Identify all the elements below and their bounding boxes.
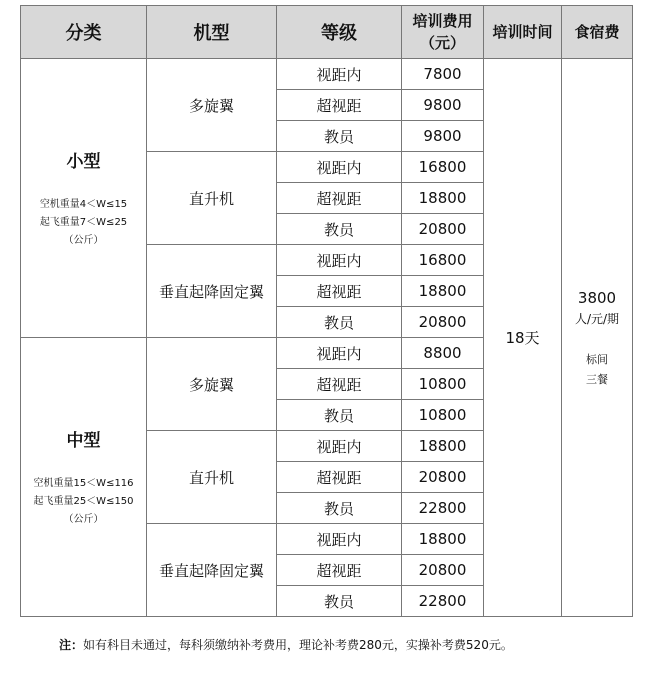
fee-cell: 22800 <box>402 586 484 617</box>
fee-cell: 20800 <box>402 462 484 493</box>
level-cell: 教员 <box>277 493 402 524</box>
header-model: 机型 <box>147 6 277 59</box>
category-cell <box>21 59 147 338</box>
header-duration: 培训时间 <box>484 6 562 59</box>
level-cell: 教员 <box>277 307 402 338</box>
fee-cell: 10800 <box>402 369 484 400</box>
header-fee <box>402 6 484 59</box>
aircraft-type-cell: 垂直起降固定翼 <box>147 524 277 617</box>
level-cell: 超视距 <box>277 90 402 121</box>
aircraft-type-cell: 多旋翼 <box>147 338 277 431</box>
category-weight-line: 空机重量15＜W≤116 <box>33 477 134 489</box>
level-cell: 超视距 <box>277 555 402 586</box>
level-cell: 教员 <box>277 214 402 245</box>
category-weight-line: 起飞重量25＜W≤150 <box>33 495 134 507</box>
fee-cell: 9800 <box>402 121 484 152</box>
fee-cell: 18800 <box>402 431 484 462</box>
lodging-price: 3800 <box>577 288 617 307</box>
level-cell: 超视距 <box>277 462 402 493</box>
fee-cell: 8800 <box>402 338 484 369</box>
lodging-unit: 人/元/期 <box>574 311 620 326</box>
category-cell <box>21 338 147 617</box>
level-cell: 超视距 <box>277 276 402 307</box>
fee-cell: 18800 <box>402 524 484 555</box>
training-duration-cell: 18天 <box>484 59 562 617</box>
level-cell: 视距内 <box>277 524 402 555</box>
header-category: 分类 <box>21 6 147 59</box>
level-cell: 视距内 <box>277 338 402 369</box>
category-weight-line: 起飞重量7＜W≤25 <box>39 216 128 228</box>
lodging-meals: 三餐 <box>586 372 608 386</box>
table-row <box>21 59 633 90</box>
lodging-room: 标间 <box>586 352 608 366</box>
header-fee-line1: 培训费用 <box>412 12 473 30</box>
category-name: 小型 <box>66 151 101 172</box>
lodging-fee-cell <box>562 59 633 617</box>
category-weight-line: （公斤） <box>63 513 104 525</box>
fee-cell: 20800 <box>402 214 484 245</box>
fee-cell: 18800 <box>402 183 484 214</box>
fee-cell: 22800 <box>402 493 484 524</box>
level-cell: 视距内 <box>277 152 402 183</box>
aircraft-type-cell: 直升机 <box>147 431 277 524</box>
category-name: 中型 <box>66 430 101 451</box>
fee-cell: 16800 <box>402 152 484 183</box>
aircraft-type-cell: 直升机 <box>147 152 277 245</box>
aircraft-type-cell: 垂直起降固定翼 <box>147 245 277 338</box>
training-fee-table <box>20 5 633 617</box>
fee-cell: 10800 <box>402 400 484 431</box>
header-lodging: 食宿费 <box>562 6 633 59</box>
level-cell: 教员 <box>277 121 402 152</box>
aircraft-type-cell: 多旋翼 <box>147 59 277 152</box>
fee-cell: 9800 <box>402 90 484 121</box>
table-header-row <box>21 6 633 59</box>
level-cell: 视距内 <box>277 59 402 90</box>
fee-cell: 16800 <box>402 245 484 276</box>
level-cell: 视距内 <box>277 431 402 462</box>
category-weight-line: 空机重量4＜W≤15 <box>39 198 128 210</box>
footnote-label: 注： <box>59 638 84 652</box>
level-cell: 视距内 <box>277 245 402 276</box>
level-cell: 教员 <box>277 400 402 431</box>
header-fee-line2: （元） <box>419 34 465 52</box>
fee-cell: 20800 <box>402 555 484 586</box>
footnote <box>59 636 513 653</box>
level-cell: 教员 <box>277 586 402 617</box>
level-cell: 超视距 <box>277 369 402 400</box>
footnote-text: 如有科目未通过，每科须缴纳补考费用，理论补考费280元，实操补考费520元。 <box>83 638 513 652</box>
fee-cell: 20800 <box>402 307 484 338</box>
table-body <box>21 59 633 617</box>
header-level: 等级 <box>277 6 402 59</box>
fee-cell: 18800 <box>402 276 484 307</box>
fee-cell: 7800 <box>402 59 484 90</box>
level-cell: 超视距 <box>277 183 402 214</box>
category-weight-line: （公斤） <box>63 234 104 246</box>
